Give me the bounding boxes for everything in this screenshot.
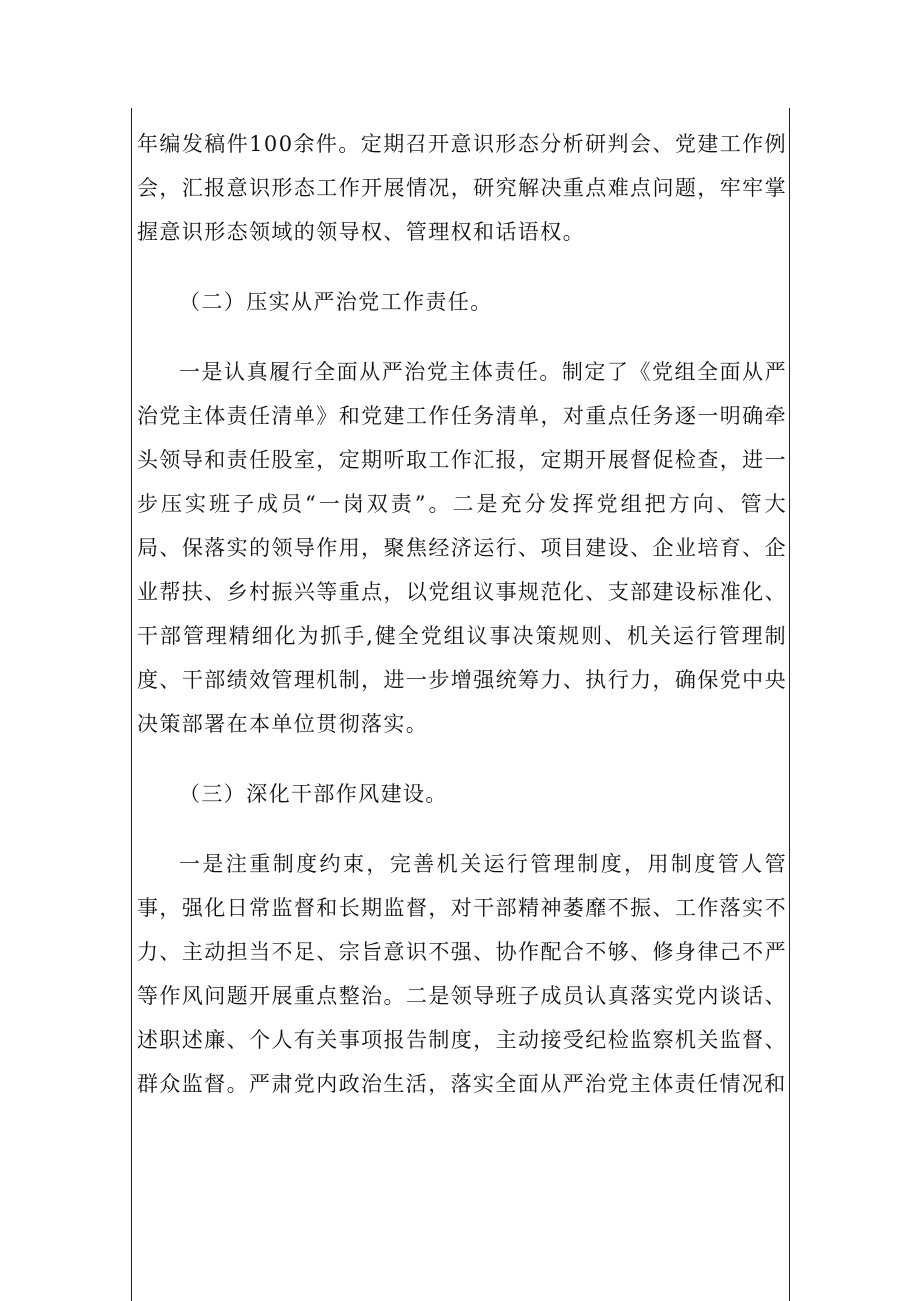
section-heading-2: （二）压实从严治党工作责任。 <box>179 290 493 314</box>
section-heading-3: （三）深化干部作风建设。 <box>179 782 448 806</box>
paragraph-continuation: 年编发稿件100余件。定期召开意识形态分析研判会、党建工作例会，汇报意识形态工作开展情况，研究解决重点难点问题，牢牢掌握意识形态领域的领导权、管理权和话语权。 <box>137 132 787 244</box>
paragraph-body-3: 一是注重制度约束，完善机关运行管理制度，用制度管人管事，强化日常监督和长期监督，对干部精神萎靡不振、工作落实不力、主动担当不足、宗旨意识不强、协作配合不够、修身律己不严等作风问题开展重点整治。二是领导班子成员认真落实党内谈话、述职述廉、个人有关事项报告制度，主动接受纪检监察机关监督、群众监督。严肃党内政治生活，落实全面从严治党主体责任情况和 <box>137 852 787 1096</box>
paragraph-body-2: 一是认真履行全面从严治党主体责任。制定了《党组全面从严治党主体责任清单》和党建工作任务清单，对重点任务逐一明确牵头领导和责任股室，定期听取工作汇报，定期开展督促检查，进一步压实班子成员“一岗双责”。二是充分发挥党组把方向、管大局、保落实的领导作用，聚焦经济运行、项目建设、企业培育、企业帮扶、乡村振兴等重点，以党组议事规范化、支部建设标准化、干部管理精细化为抓手,健全党组议事决策规则、机关运行管理制度、干部绩效管理机制，进一步增强统筹力、执行力，确保党中央决策部署在本单位贯彻落实。 <box>137 360 787 736</box>
document-body <box>137 122 787 1106</box>
